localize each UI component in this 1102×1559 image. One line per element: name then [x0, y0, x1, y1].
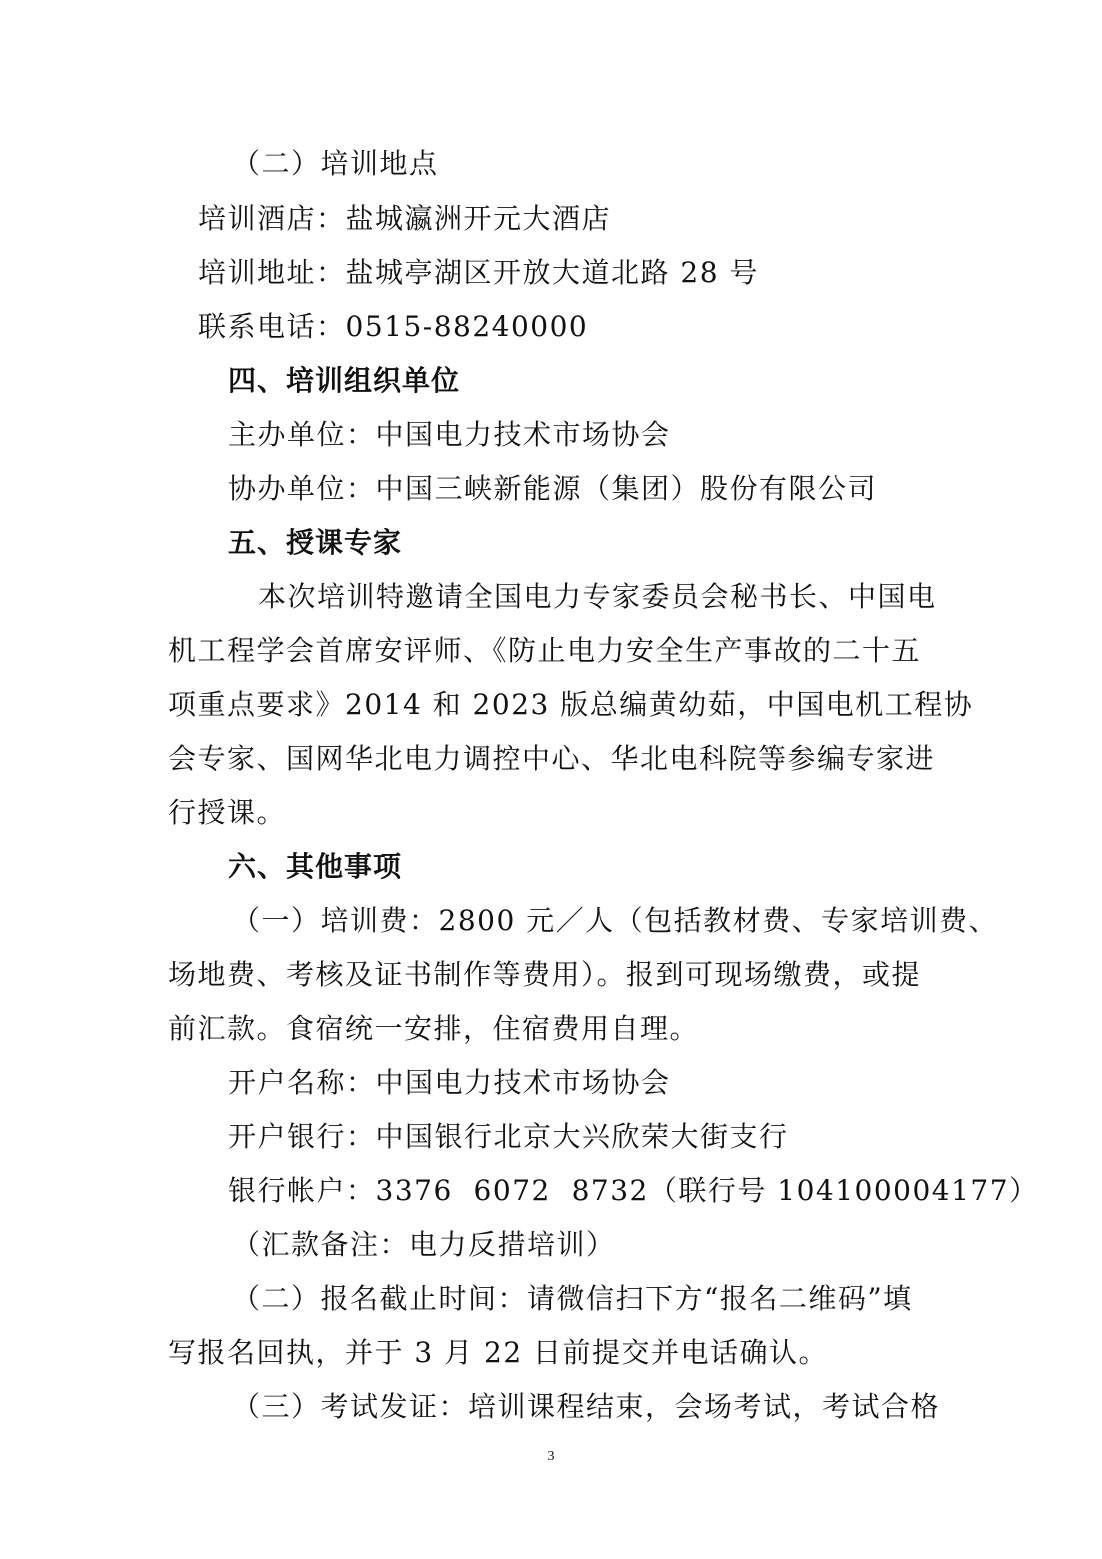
fee-paragraph-line: 场地费、考核及证书制作等费用）。报到可现场缴费，或提: [168, 958, 922, 991]
fee-paragraph-line: （一）培训费：2800 元／人（包括教材费、专家培训费、: [232, 904, 999, 937]
section-heading-organizers: 四、培训组织单位: [228, 364, 461, 397]
experts-paragraph-line: 项重点要求》2014 和 2023 版总编黄幼茹，中国电机工程协: [168, 688, 974, 721]
bank-name-line: 开户银行：中国银行北京大兴欣荣大街支行: [228, 1120, 789, 1153]
host-organization-line: 主办单位：中国电力技术市场协会: [228, 418, 671, 451]
bank-account-line: 银行帐户：3376 6072 8732（联行号 104100004177）: [228, 1174, 1039, 1207]
registration-deadline-line: 写报名回执，并于 3 月 22 日前提交并电话确认。: [168, 1336, 829, 1369]
training-location-subheading: （二）培训地点: [232, 147, 439, 180]
exam-certificate-line: （三）考试发证：培训课程结束，会场考试，考试合格: [232, 1390, 941, 1423]
experts-paragraph-line: 本次培训特邀请全国电力专家委员会秘书长、中国电: [258, 580, 937, 613]
remittance-note-line: （汇款备注：电力反措培训）: [232, 1228, 616, 1261]
co-host-organization-line: 协办单位：中国三峡新能源（集团）股份有限公司: [228, 472, 878, 505]
section-heading-other-matters: 六、其他事项: [228, 850, 403, 883]
fee-paragraph-line: 前汇款。食宿统一安排，住宿费用自理。: [168, 1012, 700, 1045]
page-number: 3: [547, 1449, 555, 1464]
experts-paragraph-line: 行授课。: [168, 796, 287, 829]
section-heading-experts: 五、授课专家: [228, 526, 403, 559]
training-hotel-line: 培训酒店：盐城瀛洲开元大酒店: [198, 202, 612, 235]
experts-paragraph-line: 会专家、国网华北电力调控中心、华北电科院等参编专家进: [168, 742, 936, 775]
account-name-line: 开户名称：中国电力技术市场协会: [228, 1066, 671, 1099]
contact-phone-line: 联系电话：0515-88240000: [198, 310, 589, 343]
training-address-line: 培训地址：盐城亭湖区开放大道北路 28 号: [198, 256, 759, 289]
registration-deadline-line: （二）报名截止时间：请微信扫下方“报名二维码”填: [232, 1282, 913, 1315]
experts-paragraph-line: 机工程学会首席安评师、《防止电力安全生产事故的二十五: [168, 634, 922, 667]
